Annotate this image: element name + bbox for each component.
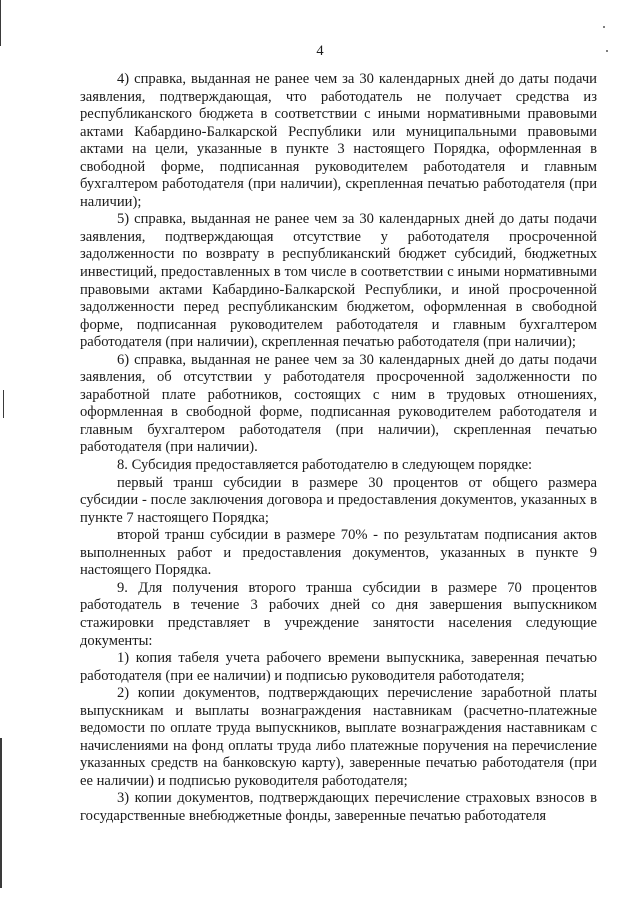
page-number: 4 (316, 43, 324, 59)
scan-speck-top-right (603, 26, 605, 28)
scan-edge-mark-bottom (0, 738, 2, 888)
paragraph-first-tranche: первый транш субсидии в размере 30 процентов от общего размера субсидии - после заключения договора и предоставления документов, указанных в пункте 7 настоящего Порядка; (80, 474, 597, 526)
paragraph-section-9: 9. Для получения второго транша субсидии в размере 70 процентов работодатель в течение 3 рабочих дней со дня завершения выпускником стажировки представляет в учреждение занятости населения следующие документы: (80, 579, 597, 649)
paragraph-item-6: 6) справка, выданная не ранее чем за 30 календарных дней до даты подачи заявления, об отсутствии у работодателя просроченной задолженности по заработной плате работников, состоящих с ним в трудовых отношениях, оформленная в свободной форме, подписанная руководителем работодателя и главным бухгалтером работодателя (при наличии), скрепленная печатью работодателя (при наличии). (80, 351, 597, 456)
paragraph-doc-1: 1) копия табеля учета рабочего времени выпускника, заверенная печатью работодателя (при ее наличии) и подписью руководителя работодателя; (80, 650, 597, 684)
paragraph-section-8: 8. Субсидия предоставляется работодателю в следующем порядке: (117, 457, 533, 474)
document-body (80, 71, 597, 826)
scan-edge-mark-top (0, 0, 1, 46)
paragraph-doc-2: 2) копии документов, подтверждающих перечисление заработной платы выпускникам и выплаты вознаграждения наставникам (расчетно-платежные ведомости по оплате труда выпускников, выплате вознаграждения наставникам с начислениями на фонд оплаты труда либо платежные поручения на перечисление указанных средств на банковскую карту), заверенные печатью работодателя (при ее наличии) и подписью руководителя работодателя; (80, 685, 597, 789)
paragraph-item-5: 5) справка, выданная не ранее чем за 30 календарных дней до даты подачи заявления, подтверждающая отсутствие у работодателя просроченной задолженности по возврату в республиканский бюджет субсидий, бюджетных инвестиций, предоставленных в том числе в соответствии с иными нормативными правовыми актами Кабардино-Балкарской Республики, и иной просроченной задолженности перед республиканским бюджетом, оформленная в свободной форме, подписанная руководителем работодателя и главным бухгалтером работодателя (при наличии), скрепленная печатью работодателя (при наличии); (80, 211, 597, 351)
paragraph-item-4: 4) справка, выданная не ранее чем за 30 календарных дней до даты подачи заявления, подтверждающая, что работодатель не получает средства из республиканского бюджета в соответствии с иными нормативными правовыми актами Кабардино-Балкарской Республики или муниципальными правовыми актами на цели, указанные в пункте 3 настоящего Порядка, оформленная в свободной форме, подписанная руководителем работодателя и главным бухгалтером работодателя (при наличии), скрепленная печатью работодателя (при наличии); (80, 71, 597, 210)
paragraph-second-tranche: второй транш субсидии в размере 70% - по результатам подписания актов выполненных работ и предоставления документов, указанных в пункте 9 настоящего Порядка. (80, 527, 597, 579)
paragraph-doc-3: 3) копии документов, подтверждающих перечисление страховых взносов в государственные внебюджетные фонды, заверенные печатью работодателя (80, 790, 597, 824)
scan-edge-mark-middle (3, 390, 4, 418)
